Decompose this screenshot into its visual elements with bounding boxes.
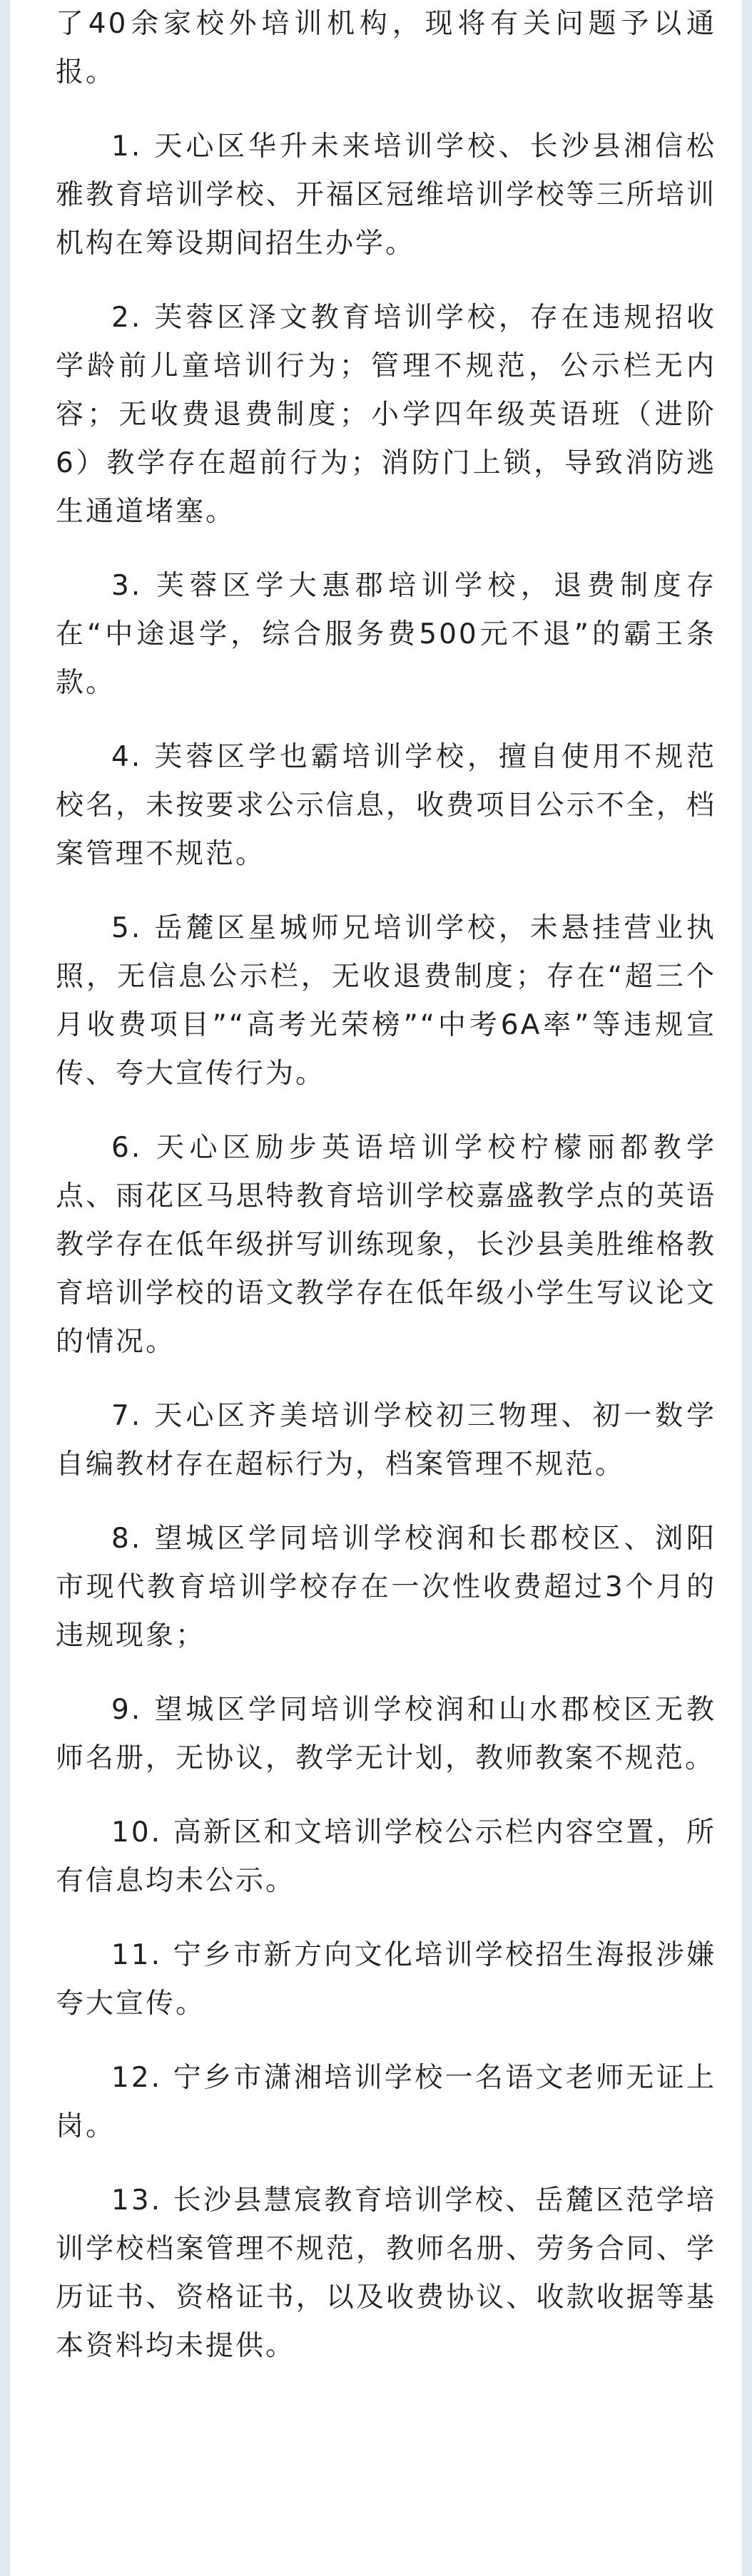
list-item: 11. 宁乡市新方向文化培训学校招生海报涉嫌夸大宣传。 xyxy=(56,1939,716,2020)
list-item: 9. 望城区学同培训学校润和山水郡校区无教师名册，无协议，教学无计划，教师教案不规范。 xyxy=(56,1694,716,1774)
list-item: 7. 天心区齐美培训学校初三物理、初一数学自编教材存在超标行为，档案管理不规范。 xyxy=(56,1400,716,1481)
list-item: 6. 天心区励步英语培训学校柠檬丽都教学点、雨花区马思特教育培训学校嘉盛教学点的英语教学存在低年级拼写训练现象，长沙县美胜维格教育培训学校的语文教学存在低年级小学生写议论文的情况。 xyxy=(56,1132,716,1358)
list-item: 10. 高新区和文培训学校公示栏内容空置，所有信息均未公示。 xyxy=(56,1816,716,1897)
list-item: 2. 芙蓉区泽文教育培训学校，存在违规招收学龄前儿童培训行为；管理不规范，公示栏无内容；无收费退费制度；小学四年级英语班（进阶6）教学存在超前行为；消防门上锁，导致消防逃生通道堵塞。 xyxy=(56,302,716,528)
intro-paragraph: 了40余家校外培训机构，现将有关问题予以通报。 xyxy=(56,8,716,88)
list-item: 3. 芙蓉区学大惠郡培训学校，退费制度存在“中途退学，综合服务费500元不退”的霸王条款。 xyxy=(56,570,716,699)
article-body xyxy=(56,0,716,2396)
list-item: 8. 望城区学同培训学校润和长郡校区、浏阳市现代教育培训学校存在一次性收费超过3个月的违规现象； xyxy=(56,1523,716,1652)
list-item: 5. 岳麓区星城师兄培训学校，未悬挂营业执照，无信息公示栏，无收退费制度；存在“超三个月收费项目”“高考光荣榜”“中考6A率”等违规宣传、夸大宣传行为。 xyxy=(56,912,717,1090)
list-item: 4. 芙蓉区学也霸培训学校，擅自使用不规范校名，未按要求公示信息，收费项目公示不全，档案管理不规范。 xyxy=(56,741,716,870)
list-item: 13. 长沙县慧宸教育培训学校、岳麓区范学培训学校档案管理不规范，教师名册、劳务合同、学历证书、资格证书，以及收费协议、收款收据等基本资料均未提供。 xyxy=(56,2184,716,2362)
list-item: 1. 天心区华升未来培训学校、长沙县湘信松雅教育培训学校、开福区冠维培训学校等三所培训机构在筹设期间招生办学。 xyxy=(56,131,716,260)
list-item: 12. 宁乡市潇湘培训学校一名语文老师无证上岗。 xyxy=(56,2062,716,2142)
